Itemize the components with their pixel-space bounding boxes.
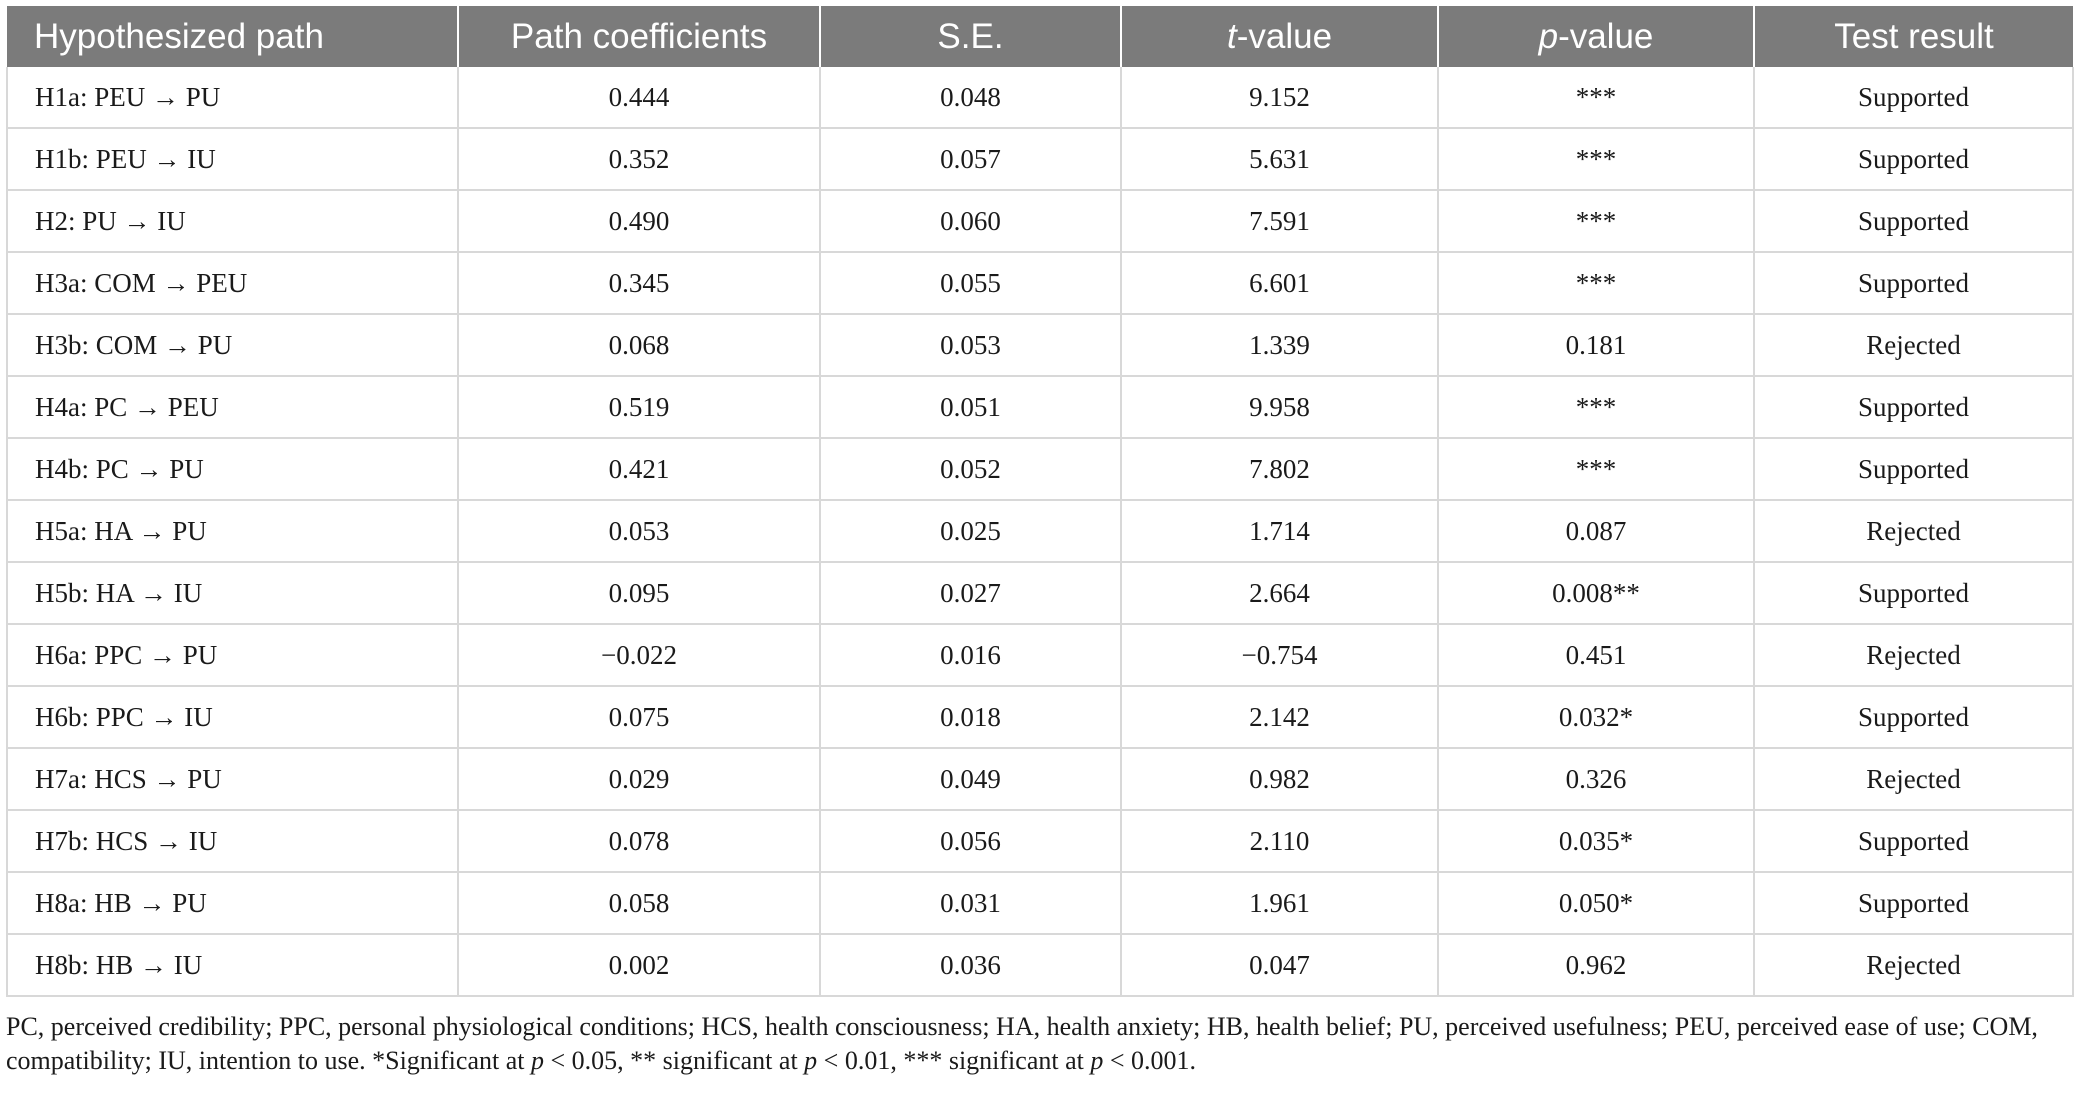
cell-se: 0.060 bbox=[820, 190, 1121, 252]
header-path-coefficients: Path coefficients bbox=[458, 6, 820, 67]
footnote-text-c: < 0.01, *** significant at bbox=[817, 1046, 1091, 1075]
cell-p: *** bbox=[1438, 190, 1754, 252]
table-row bbox=[7, 872, 2073, 934]
cell-path: H1a: PEU → PU bbox=[7, 67, 458, 128]
cell-path: H8a: HB → PU bbox=[7, 872, 458, 934]
cell-p: 0.451 bbox=[1438, 624, 1754, 686]
cell-result: Supported bbox=[1754, 190, 2073, 252]
cell-coef: 0.519 bbox=[458, 376, 820, 438]
cell-se: 0.048 bbox=[820, 67, 1121, 128]
table-row bbox=[7, 562, 2073, 624]
cell-path: H2: PU → IU bbox=[7, 190, 458, 252]
cell-result: Supported bbox=[1754, 810, 2073, 872]
cell-p: *** bbox=[1438, 128, 1754, 190]
cell-result: Rejected bbox=[1754, 748, 2073, 810]
cell-coef: 0.075 bbox=[458, 686, 820, 748]
cell-se: 0.036 bbox=[820, 934, 1121, 996]
cell-path: H7a: HCS → PU bbox=[7, 748, 458, 810]
cell-coef: 0.078 bbox=[458, 810, 820, 872]
cell-se: 0.057 bbox=[820, 128, 1121, 190]
cell-p: *** bbox=[1438, 438, 1754, 500]
table-footnote bbox=[6, 1010, 2072, 1078]
cell-t: 9.152 bbox=[1121, 67, 1438, 128]
table-body bbox=[7, 67, 2073, 996]
table-row bbox=[7, 190, 2073, 252]
cell-se: 0.031 bbox=[820, 872, 1121, 934]
cell-result: Supported bbox=[1754, 128, 2073, 190]
footnote-line-1: PC, perceived credibility; PPC, personal physiological conditions; HCS, health consciousness; HA, health anxiety; HB, health belief; PU, perceived usefulness; PEU, perceived ease of use; COM, bbox=[6, 1012, 2038, 1041]
header-p-suffix: -value bbox=[1558, 16, 1654, 56]
table-row bbox=[7, 376, 2073, 438]
footnote-line-2 bbox=[6, 1044, 2072, 1078]
cell-path: H4b: PC → PU bbox=[7, 438, 458, 500]
cell-p: 0.181 bbox=[1438, 314, 1754, 376]
table-row bbox=[7, 67, 2073, 128]
cell-path: H7b: HCS → IU bbox=[7, 810, 458, 872]
footnote-text-d: < 0.001. bbox=[1103, 1046, 1197, 1075]
header-se: S.E. bbox=[820, 6, 1121, 67]
header-p-value bbox=[1438, 6, 1754, 67]
cell-p: 0.962 bbox=[1438, 934, 1754, 996]
cell-coef: 0.095 bbox=[458, 562, 820, 624]
table-row bbox=[7, 128, 2073, 190]
cell-result: Rejected bbox=[1754, 314, 2073, 376]
cell-t: 9.958 bbox=[1121, 376, 1438, 438]
cell-path: H4a: PC → PEU bbox=[7, 376, 458, 438]
cell-p: 0.032* bbox=[1438, 686, 1754, 748]
cell-se: 0.051 bbox=[820, 376, 1121, 438]
table-row bbox=[7, 314, 2073, 376]
cell-se: 0.055 bbox=[820, 252, 1121, 314]
cell-coef: 0.345 bbox=[458, 252, 820, 314]
cell-se: 0.027 bbox=[820, 562, 1121, 624]
cell-t: 2.142 bbox=[1121, 686, 1438, 748]
header-hypothesized-path: Hypothesized path bbox=[7, 6, 458, 67]
cell-path: H6a: PPC → PU bbox=[7, 624, 458, 686]
table-row bbox=[7, 624, 2073, 686]
cell-result: Supported bbox=[1754, 376, 2073, 438]
cell-coef: −0.022 bbox=[458, 624, 820, 686]
footnote-p-italic-3: p bbox=[1090, 1046, 1104, 1075]
cell-result: Rejected bbox=[1754, 934, 2073, 996]
cell-t: 7.591 bbox=[1121, 190, 1438, 252]
cell-result: Supported bbox=[1754, 872, 2073, 934]
table-row bbox=[7, 810, 2073, 872]
table-row bbox=[7, 748, 2073, 810]
cell-se: 0.052 bbox=[820, 438, 1121, 500]
header-t-value bbox=[1121, 6, 1438, 67]
cell-t: 2.664 bbox=[1121, 562, 1438, 624]
cell-coef: 0.029 bbox=[458, 748, 820, 810]
cell-t: 0.047 bbox=[1121, 934, 1438, 996]
footnote-text-b: < 0.05, ** significant at bbox=[543, 1046, 805, 1075]
cell-se: 0.025 bbox=[820, 500, 1121, 562]
cell-result: Supported bbox=[1754, 438, 2073, 500]
table-row bbox=[7, 686, 2073, 748]
table-row bbox=[7, 438, 2073, 500]
cell-coef: 0.444 bbox=[458, 67, 820, 128]
header-t-suffix: -value bbox=[1236, 16, 1333, 56]
cell-p: 0.326 bbox=[1438, 748, 1754, 810]
cell-t: 2.110 bbox=[1121, 810, 1438, 872]
cell-se: 0.018 bbox=[820, 686, 1121, 748]
cell-t: 0.982 bbox=[1121, 748, 1438, 810]
table-row bbox=[7, 500, 2073, 562]
cell-t: 1.714 bbox=[1121, 500, 1438, 562]
cell-coef: 0.068 bbox=[458, 314, 820, 376]
table-header-row bbox=[7, 6, 2073, 67]
cell-coef: 0.490 bbox=[458, 190, 820, 252]
table-row bbox=[7, 252, 2073, 314]
cell-se: 0.049 bbox=[820, 748, 1121, 810]
header-test-result: Test result bbox=[1754, 6, 2073, 67]
cell-path: H5a: HA → PU bbox=[7, 500, 458, 562]
cell-path: H3b: COM → PU bbox=[7, 314, 458, 376]
cell-p: 0.087 bbox=[1438, 500, 1754, 562]
header-t-italic: t bbox=[1226, 16, 1237, 56]
cell-t: 1.961 bbox=[1121, 872, 1438, 934]
cell-result: Supported bbox=[1754, 686, 2073, 748]
table-row bbox=[7, 934, 2073, 996]
cell-result: Supported bbox=[1754, 562, 2073, 624]
cell-path: H6b: PPC → IU bbox=[7, 686, 458, 748]
cell-t: 7.802 bbox=[1121, 438, 1438, 500]
cell-p: 0.035* bbox=[1438, 810, 1754, 872]
hypothesis-results-table bbox=[6, 6, 2074, 997]
cell-p: *** bbox=[1438, 376, 1754, 438]
cell-p: *** bbox=[1438, 252, 1754, 314]
cell-p: 0.050* bbox=[1438, 872, 1754, 934]
footnote-p-italic-1: p bbox=[530, 1046, 544, 1075]
cell-result: Rejected bbox=[1754, 624, 2073, 686]
cell-coef: 0.421 bbox=[458, 438, 820, 500]
cell-t: 6.601 bbox=[1121, 252, 1438, 314]
results-table-container bbox=[6, 6, 2072, 997]
cell-t: −0.754 bbox=[1121, 624, 1438, 686]
cell-coef: 0.053 bbox=[458, 500, 820, 562]
cell-t: 5.631 bbox=[1121, 128, 1438, 190]
cell-path: H8b: HB → IU bbox=[7, 934, 458, 996]
cell-result: Rejected bbox=[1754, 500, 2073, 562]
header-p-italic: p bbox=[1538, 16, 1559, 56]
cell-coef: 0.058 bbox=[458, 872, 820, 934]
cell-path: H5b: HA → IU bbox=[7, 562, 458, 624]
cell-se: 0.056 bbox=[820, 810, 1121, 872]
cell-result: Supported bbox=[1754, 67, 2073, 128]
cell-path: H1b: PEU → IU bbox=[7, 128, 458, 190]
cell-result: Supported bbox=[1754, 252, 2073, 314]
footnote-text-a: compatibility; IU, intention to use. *Significant at bbox=[6, 1046, 531, 1075]
cell-path: H3a: COM → PEU bbox=[7, 252, 458, 314]
cell-se: 0.016 bbox=[820, 624, 1121, 686]
cell-coef: 0.352 bbox=[458, 128, 820, 190]
cell-coef: 0.002 bbox=[458, 934, 820, 996]
cell-p: *** bbox=[1438, 67, 1754, 128]
cell-se: 0.053 bbox=[820, 314, 1121, 376]
cell-t: 1.339 bbox=[1121, 314, 1438, 376]
cell-p: 0.008** bbox=[1438, 562, 1754, 624]
footnote-p-italic-2: p bbox=[804, 1046, 818, 1075]
